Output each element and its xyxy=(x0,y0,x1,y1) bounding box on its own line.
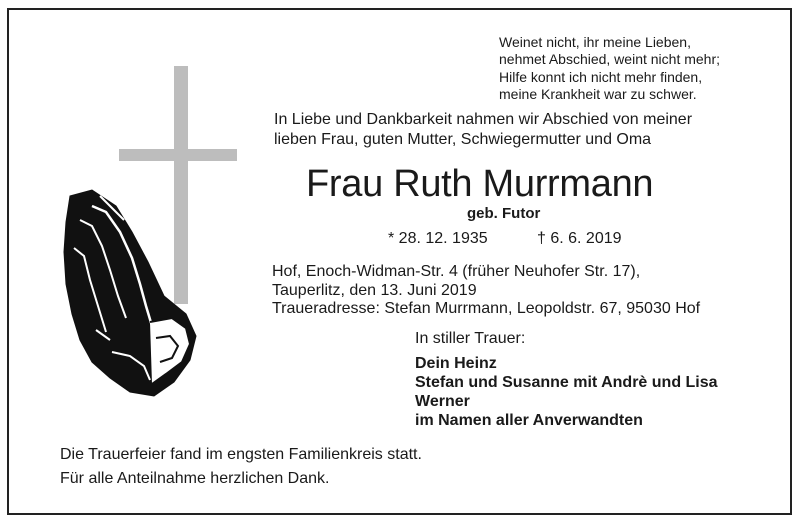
address-line: Hof, Enoch-Widman-Str. 4 (früher Neuhofer Str. 17), xyxy=(272,263,641,280)
poem-line: Weinet nicht, ihr meine Lieben, xyxy=(499,34,691,50)
poem xyxy=(499,34,720,103)
grief-heading: In stiller Trauer: xyxy=(415,330,526,347)
address-block xyxy=(272,263,700,319)
intro-line: lieben Frau, guten Mutter, Schwiegermutter und Oma xyxy=(274,131,652,148)
footer-line: Die Trauerfeier fand im engsten Familienkreis statt. xyxy=(60,446,422,463)
mourners-list xyxy=(415,354,718,430)
intro-text xyxy=(274,110,692,150)
birth-date: * 28. 12. 1935 xyxy=(388,230,488,247)
address-line: Traueradresse: Stefan Murrmann, Leopoldstr. 67, 95030 Hof xyxy=(272,300,701,317)
mourner: Dein Heinz xyxy=(415,355,497,372)
address-line: Tauperlitz, den 13. Juni 2019 xyxy=(272,281,477,299)
mourner: Werner xyxy=(415,393,470,410)
poem-line: nehmet Abschied, weint nicht mehr; xyxy=(499,51,721,68)
death-date: † 6. 6. 2019 xyxy=(537,230,622,247)
intro-line: In Liebe und Dankbarkeit nahmen wir Abschied von meiner xyxy=(274,111,693,128)
footer-line: Für alle Anteilnahme herzlichen Dank. xyxy=(60,470,330,487)
poem-line: meine Krankheit war zu schwer. xyxy=(499,85,697,102)
mourner: Stefan und Susanne mit Andrè und Lisa xyxy=(415,374,718,391)
maiden-name: geb. Futor xyxy=(467,205,541,222)
poem-line: Hilfe konnt ich nicht mehr finden, xyxy=(499,68,703,85)
footer-text xyxy=(60,443,422,491)
mourner: im Namen aller Anverwandten xyxy=(415,412,643,429)
deceased-name: Frau Ruth Murrmann xyxy=(306,163,654,205)
